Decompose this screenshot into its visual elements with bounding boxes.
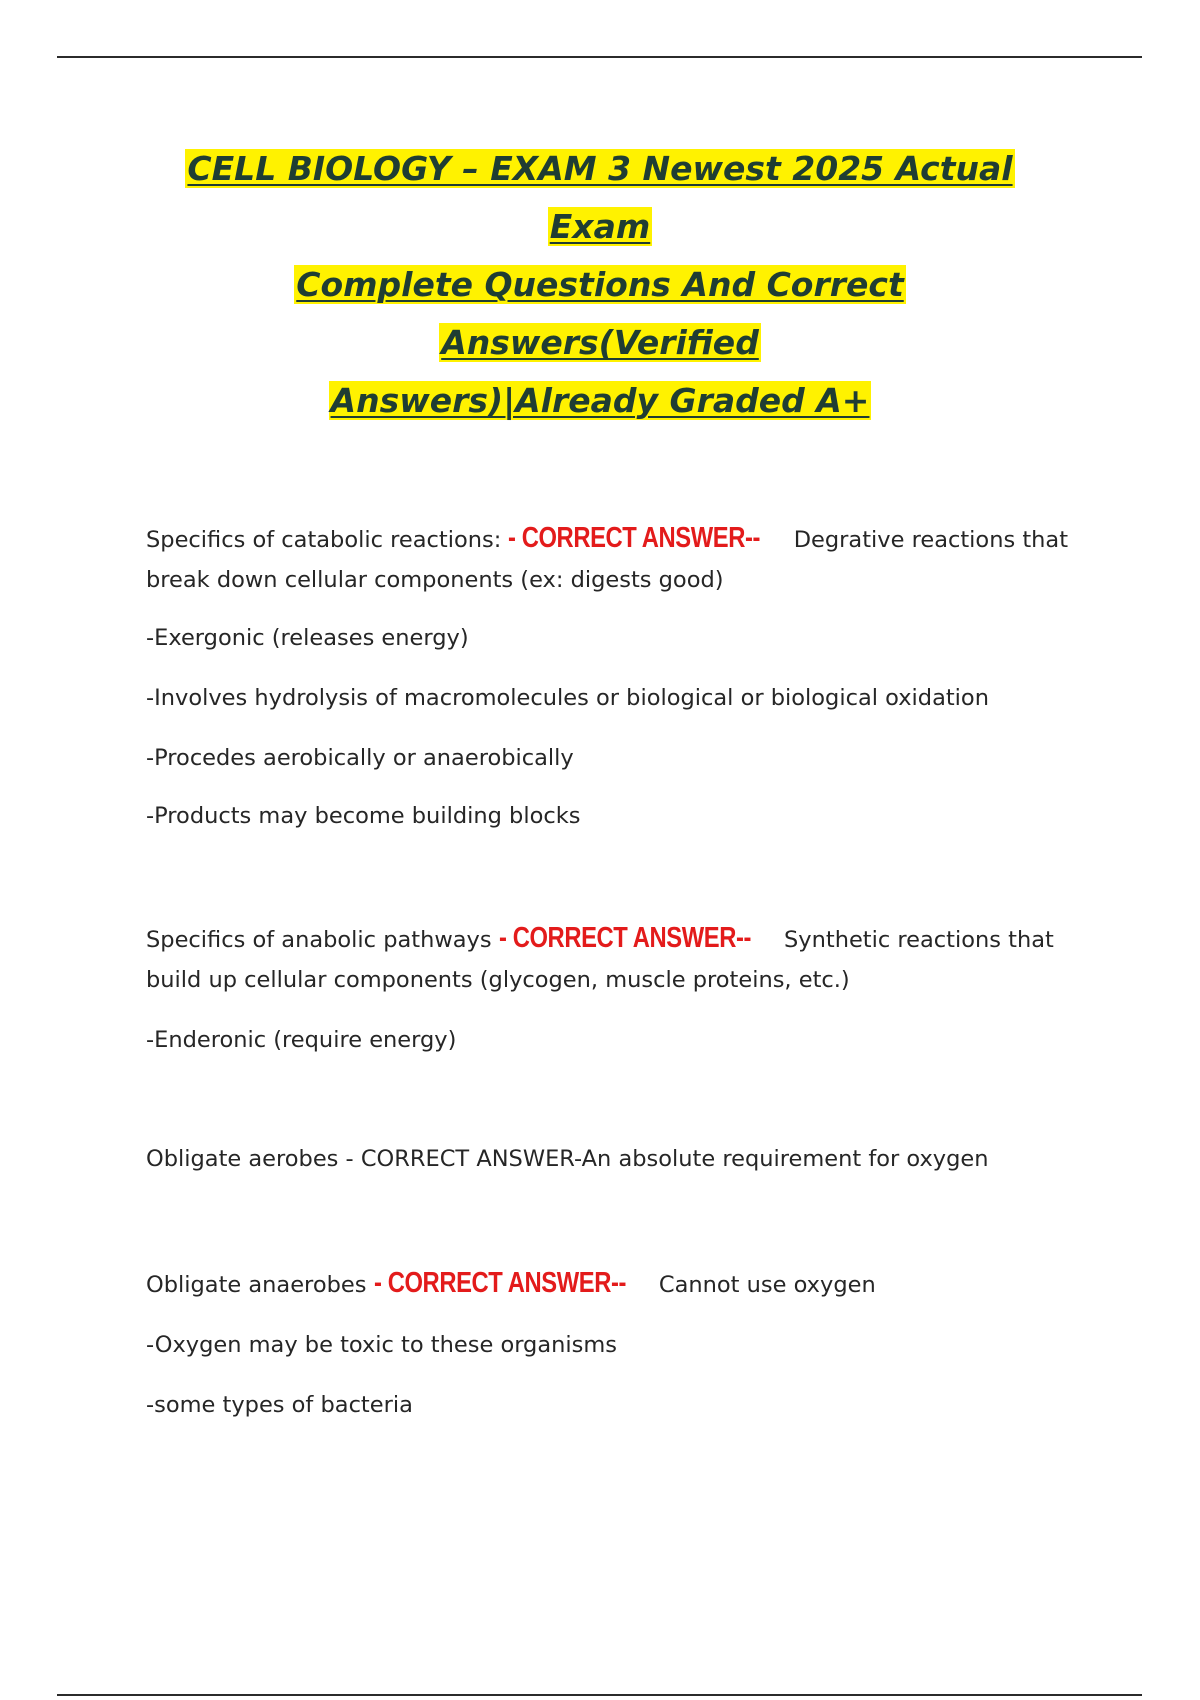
title-line-2: Complete Questions And Correct Answers(Verified: [296, 265, 904, 362]
qa-entry-catabolic: [146, 518, 1086, 600]
correct-answer-marker: - CORRECT ANSWER-: [345, 1146, 582, 1172]
question-term: Obligate aerobes: [146, 1146, 346, 1172]
answer-text: An absolute requirement for oxygen: [581, 1146, 989, 1172]
answer-text: Degrative reactions that break down cellular components (ex: digests good): [146, 527, 1069, 593]
question-term: Specifics of catabolic reactions:: [146, 527, 509, 553]
document-title: [150, 140, 1050, 430]
top-rule: [57, 56, 1142, 58]
answer-text: Synthetic reactions that build up cellular components (glycogen, muscle proteins, etc.): [146, 927, 1054, 993]
correct-answer-marker: - CORRECT ANSWER--: [498, 922, 751, 954]
answer-point: -some types of bacteria: [146, 1392, 413, 1418]
answer-point: -Procedes aerobically or anaerobically: [146, 745, 574, 771]
answer-text: Cannot use oxygen: [658, 1272, 876, 1298]
correct-answer-marker: - CORRECT ANSWER--: [373, 1267, 626, 1299]
qa-entry-anabolic: [146, 918, 1086, 1000]
bottom-rule: [57, 1694, 1142, 1696]
qa-entry-obligate-aerobes: [146, 1139, 1086, 1179]
answer-point: -Exergonic (releases energy): [146, 625, 469, 651]
answer-point: -Oxygen may be toxic to these organisms: [146, 1332, 618, 1358]
title-line-1: CELL BIOLOGY – EXAM 3 Newest 2025 Actual Exam: [187, 149, 1013, 246]
answer-point: -Enderonic (require energy): [146, 1027, 457, 1053]
answer-point: -Products may become building blocks: [146, 803, 581, 829]
question-term: Obligate anaerobes: [146, 1272, 374, 1298]
correct-answer-marker: - CORRECT ANSWER--: [508, 522, 761, 554]
qa-content: [146, 518, 1086, 1425]
qa-entry-obligate-anaerobes: [146, 1263, 1086, 1305]
question-term: Specifics of anabolic pathways: [146, 927, 499, 953]
title-line-3: Answers)|Already Graded A+: [330, 381, 870, 420]
answer-point: -Involves hydrolysis of macromolecules or biological or biological oxidation: [146, 685, 989, 711]
